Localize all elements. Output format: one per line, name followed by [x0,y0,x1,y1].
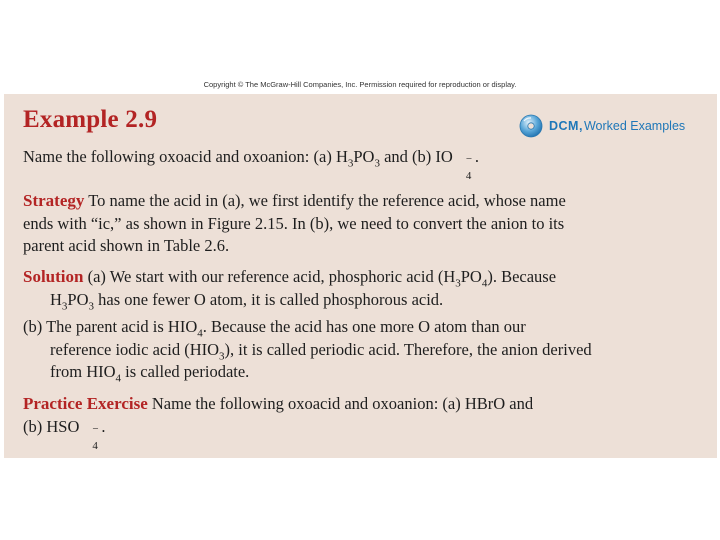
example-title: Example 2.9 [23,106,158,133]
practice-heading: Practice Exercise [23,394,148,413]
example-panel [4,94,717,458]
dcm-description: Worked Examples [583,119,686,133]
solution-section: Solution (a) We start with our reference acid, phosphoric acid $(H_3PO_4)$. Because $H_3PO_3$ has one fewer O atom, it is called phosphorous acid. [23,267,557,312]
copyright-notice: Copyright © The McGraw-Hill Companies, Inc. Permission required for reproduction or display. [203,80,517,89]
strategy-heading: Strategy [23,191,85,210]
cd-disc-icon [519,114,543,138]
dcm-worked-examples-link[interactable] [519,114,685,138]
dcm-brand: DCM, [549,119,583,133]
strategy-section: Strategy To name the acid in (a), we first identify the reference acid, whose name ends with “ic,” as shown in Figure 2.15. In (b), we need to convert the anion to its parent acid shown in Table 2.6. [23,191,566,255]
solution-heading: Solution [23,267,84,286]
solution-part-b: (b) The parent acid is $HIO_4$. Because the acid has one more O atom than our reference iodic acid $(HIO_3)$, it is called periodic acid. Therefore, the anion derived from $HIO_4$ is called periodate. [23,317,592,385]
question-text: Name the following oxoacid and oxoanion: (a) $H_3PO_3$ and (b) IO − 4 . [23,147,479,182]
practice-section: Practice Exercise Name the following oxoacid and oxoanion: (a) HBrO and (b) HSO − 4 . [23,394,534,452]
